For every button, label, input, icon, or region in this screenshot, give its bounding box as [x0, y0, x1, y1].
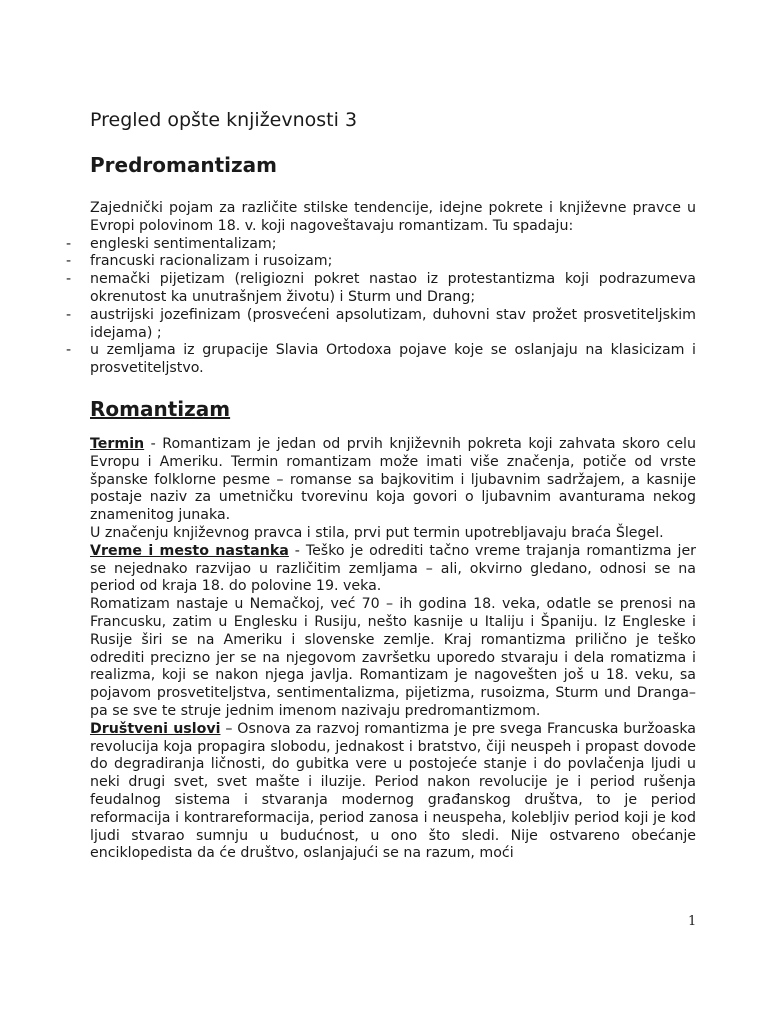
predromantizam-intro: Zajednički pojam za različite stilske tendencije, idejne pokrete i književne pravce u Evropi polovinom 18. v. koji nagoveštavaju romantizam. Tu spadaju:: [90, 200, 696, 234]
term-uslovi: Društveni uslovi: [90, 720, 221, 737]
bullet-dash: -: [66, 235, 72, 252]
term-termin: Termin: [90, 435, 145, 452]
list-item: [66, 235, 696, 254]
bullet-dash: -: [66, 271, 72, 288]
vreme-text: - Teško je odrediti tačno vreme trajanja romantizma jer se nejednako razvijao u različitim zemljama – ali, okvirno gledano, odnosi se na period od kraja 18. do polovine 19. veka.: [90, 542, 697, 595]
list-item-text: francuski racionalizam i rusoizam;: [90, 253, 333, 270]
document-body: [66, 108, 697, 863]
bullet-dash: -: [66, 253, 72, 270]
heading-romantizam: Romantizam: [90, 396, 231, 421]
termin-text: - Romantizam je jedan od prvih književnih pokreta koji zahvata skoro celu Evropu i Ameriku. Termin romantizam može imati više značenja, potiče od vrste španske folklorne pesme – romanse sa bajkovitim i ljubavnim sadržajem, a kasnije postaje naziv za umetničku tvorevinu koja govori o ljubavnim avanturama nekog znamenitog junaka.: [90, 435, 696, 524]
list-item: [66, 342, 696, 378]
list-item-text: austrijski jozefinizam (prosvećeni apsolutizam, duhovni stav prožet prosvetiteljskim idejama) ;: [90, 306, 696, 341]
paragraph-nastanak: Romatizam nastaje u Nemačkoj, već 70 – ih godina 18. veka, odatle se prenosi na Francusku, zatim u Englesku i Rusiju, nešto kasnije u Italiju i Španiju. Iz Engleske i Rusije širi se na Ameriku i slovenske zemlje. Kraj romantizma prilično je teško odrediti precizno jer se na njegovom završetku uporedo stvaraju i dela romatizma i realizma, koji se nakon njega javlja. Romantizam je nagovešten još u 18. veku, sa pojavom prosvetiteljstva, sentimentalizma, pijetizma, rusoizma, Sturm und Dranga– pa se sve te struje jednim imenom nazivaju predromantizmom.: [90, 596, 696, 719]
list-item-text: engleski sentimentalizam;: [90, 235, 277, 252]
bullet-dash: -: [66, 306, 72, 323]
list-item: [66, 253, 696, 271]
page-number: 1: [688, 914, 697, 929]
document-title: Pregled opšte književnosti 3: [90, 109, 358, 131]
bullet-dash: -: [66, 342, 72, 359]
paragraph-znacenje: U značenju književnog pravca i stila, prvi put termin upotrebljavaju braća Šlegel.: [90, 524, 664, 541]
paragraph-termin: [90, 436, 696, 525]
list-item-text: u zemljama iz grupacije Slavia Ortodoxa pojave koje se oslanjaju na klasicizam i prosvetiteljstvo.: [90, 342, 696, 377]
uslovi-text: – Osnova za razvoj romantizma je pre svega Francuska buržoaska revolucija koja propagira slobodu, jednakost i bratstvo, čiji neuspeh i propast dovode do degradiranja ličnosti, do gubitka vere u postojeće stanje i do povlačenja ljudi u neki drugi svet, svet mašte i iluzije. Period nakon revolucije je i period rušenja feudalnog sistema i stvaranja modernog građanskog društva, to je period reformacija i kontrareformacija, period zanosa i neuspeha, kolebljiv period koji je kod ljudi stvarao sumnju u budućnost, u ono što sledi. Nije ostvareno obećanje enciklopedista da će društvo, oslanjajući se na razum, moći: [90, 720, 697, 862]
list-item-text: nemački pijetizam (religiozni pokret nastao iz protestantizma koji podrazumeva okrenutost ka unutrašnjem životu) i Sturm und Drang;: [90, 271, 696, 305]
paragraph-uslovi: [90, 721, 696, 863]
list-item: [66, 306, 696, 343]
list-item: [66, 271, 696, 307]
heading-predromantizam: Predromantizam: [90, 153, 277, 177]
term-vreme: Vreme i mesto nastanka: [90, 542, 289, 559]
paragraph-vreme: [90, 543, 696, 596]
predromantizam-list: [66, 235, 696, 378]
